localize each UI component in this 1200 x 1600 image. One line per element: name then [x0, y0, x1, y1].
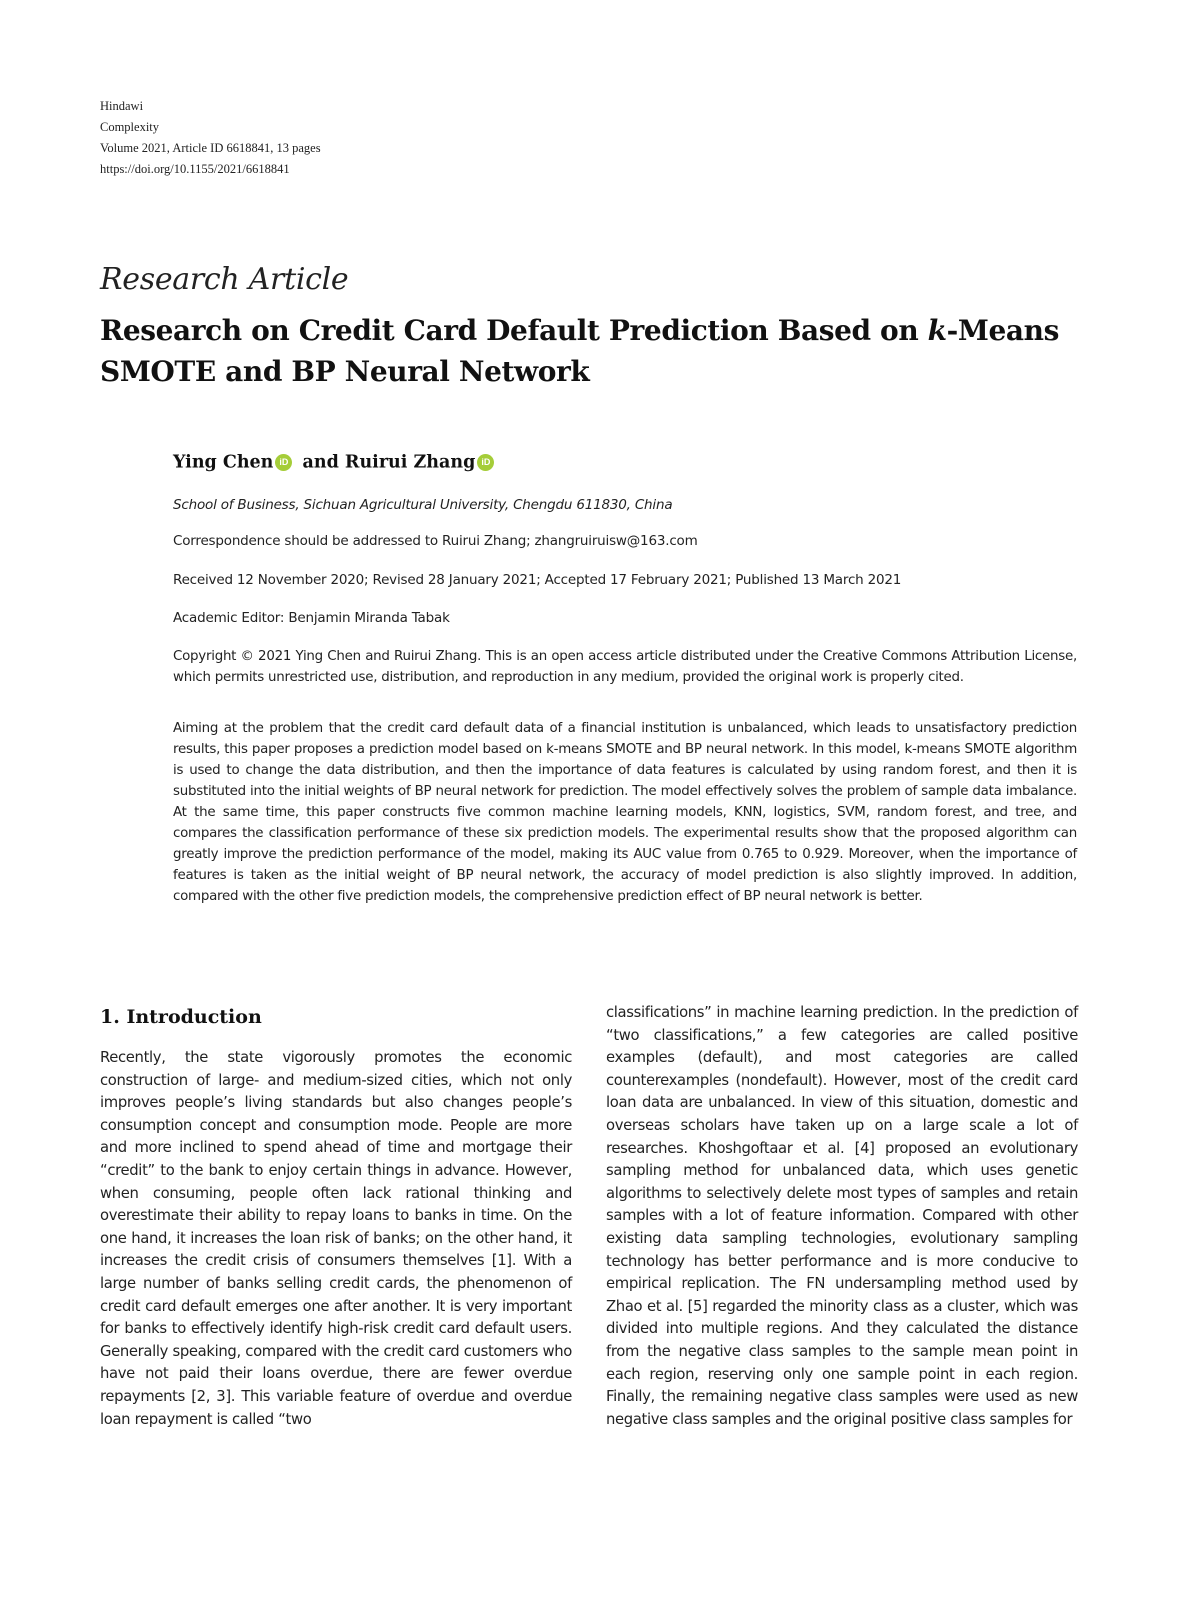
affiliation: School of Business, Sichuan Agricultural University, Chengdu 611830, China — [173, 497, 673, 513]
section-heading: 1. Introduction — [100, 1006, 262, 1028]
journal-name: Complexity — [100, 120, 160, 134]
journal-header — [100, 96, 321, 180]
orcid-icon[interactable] — [275, 454, 292, 471]
author-2[interactable]: Ruirui Zhang — [344, 452, 476, 473]
abstract: Aiming at the problem that the credit card default data of a financial institution is unbalanced, which leads to unsatisfactory prediction results, this paper proposes a prediction model based on k-means SMOTE and BP neural network. In this model, k-means SMOTE algorithm is used to change the data distribution, and then the importance of data features is calculated by using random forest, and then it is substituted into the initial weights of BP neural network for prediction. The model effectively solves the problem of sample data imbalance. At the same time, this paper constructs five common machine learning models, KNN, logistics, SVM, random forest, and tree, and compares the classification performance of these six prediction models. The experimental results show that the proposed algorithm can greatly improve the prediction performance of the model, making its AUC value from 0.765 to 0.929. Moreover, when the importance of features is taken as the initial weight of BP neural network, the accuracy of model prediction is also slightly improved. In addition, compared with the other five prediction models, the comprehensive prediction effect of BP neural network is better. — [173, 721, 1077, 904]
correspondence: Correspondence should be addressed to Ruirui Zhang; zhangruiruisw@163.com — [173, 533, 698, 549]
article-type: Research Article — [100, 262, 349, 297]
paper-title — [100, 310, 1100, 392]
author-list — [173, 452, 498, 473]
body-text-left-column: Recently, the state vigorously promotes the economic construction of large- and medium-sized cities, which not only improves people’s living standards but also changes people’s consumption concept and consumption mode. People are more and more inclined to spend ahead of time and mortgage their “credit” to the bank to enjoy certain things in advance. However, when consuming, people often lack rational thinking and overestimate their ability to repay loans to banks in time. On the one hand, it increases the loan risk of banks; on the other hand, it increases the credit crisis of consumers themselves [1]. With a large number of banks selling credit cards, the phenomenon of credit card default emerges one after another. It is very important for banks to effectively identify high-risk credit card default users. Generally speaking, compared with the credit card customers who have not paid their loans overdue, there are fewer overdue repayments [2, 3]. This variable feature of overdue and overdue loan repayment is called “two — [100, 1049, 572, 1428]
author-connector: and — [302, 452, 339, 473]
author-1[interactable]: Ying Chen — [173, 452, 274, 473]
publication-dates: Received 12 November 2020; Revised 28 January 2021; Accepted 17 February 2021; Published 13 March 2021 — [173, 572, 902, 588]
doi-link[interactable]: https://doi.org/10.1155/2021/6618841 — [100, 162, 290, 176]
copyright-notice: Copyright © 2021 Ying Chen and Ruirui Zhang. This is an open access article distributed under the Creative Commons Attribution License, which permits unrestricted use, distribution, and reproduction in any medium, provided the original work is properly cited. — [173, 649, 1077, 685]
academic-editor: Academic Editor: Benjamin Miranda Tabak — [173, 610, 450, 626]
title-part-2: -Means SMOTE and BP Neural Network — [100, 314, 1059, 388]
volume-info: Volume 2021, Article ID 6618841, 13 pages — [100, 141, 321, 155]
title-k: k — [927, 314, 947, 347]
orcid-icon[interactable] — [477, 454, 494, 471]
publisher-name: Hindawi — [100, 99, 144, 113]
body-text-right-column: classifications” in machine learning prediction. In the prediction of “two classifications,” a few categories are called positive examples (default), and most categories are called counterexamples (nondefault). However, most of the credit card loan data are unbalanced. In view of this situation, domestic and overseas scholars have taken up on a large scale a lot of researches. Khoshgoftaar et al. [4] proposed an evolutionary sampling method for unbalanced data, which uses genetic algorithms to selectively delete most types of samples and retain samples with a lot of feature information. Compared with other existing data sampling technologies, evolutionary sampling technology has better performance and is more conducive to empirical replication. The FN undersampling method used by Zhao et al. [5] regarded the minority class as a cluster, which was divided into multiple regions. And they calculated the distance from the negative class samples to the sample mean point in each region, reserving only one sample point in each region. Finally, the remaining negative class samples were used as new negative class samples and the original positive class samples for — [606, 1004, 1078, 1428]
title-part-1: Research on Credit Card Default Prediction Based on — [100, 314, 928, 347]
